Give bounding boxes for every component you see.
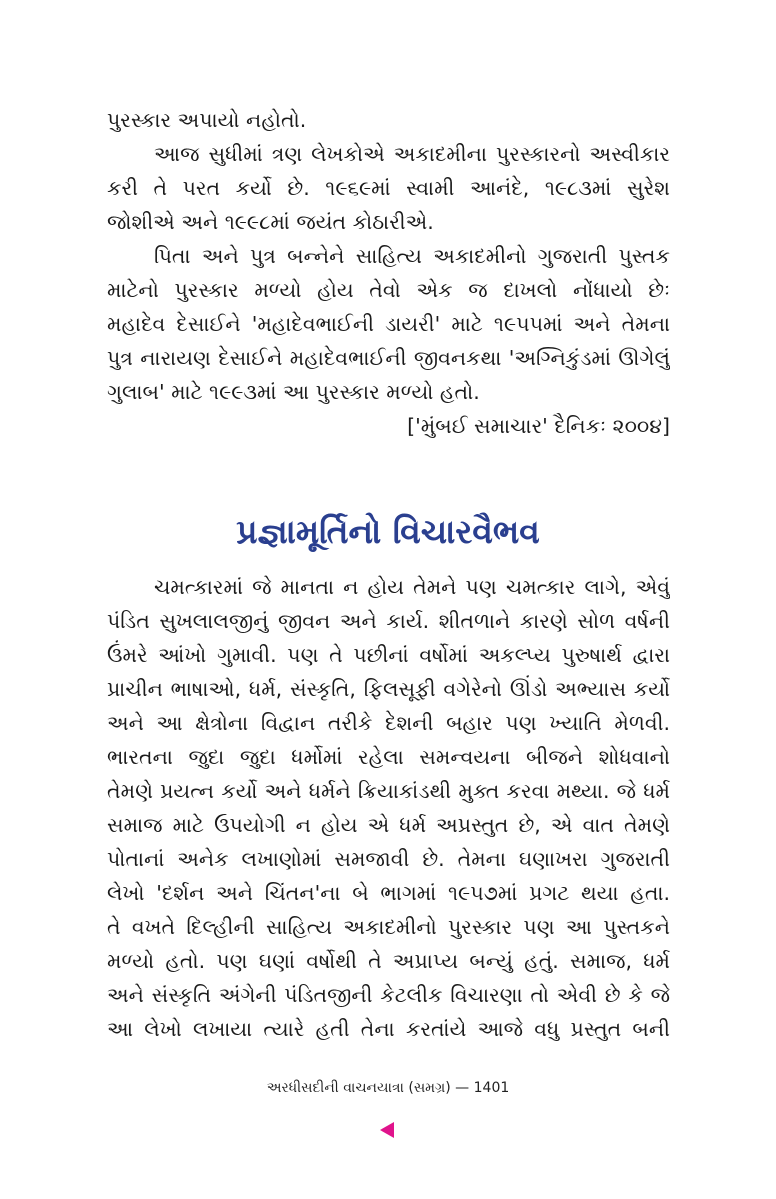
text-line: ચમત્કારમાં જે માનતા ન હોય તેમને પણ ચમત્કાર લાગે, એવું [154, 575, 670, 599]
text-line: અને સંસ્કૃતિ અંગેની પંડિતજીની કેટલીક વિચારણા તો એવી છે કે જે [107, 983, 670, 1007]
article-title: પ્રજ્ઞામૂર્તિનો વિચારવૈભવ [236, 512, 540, 551]
previous-article-end [107, 103, 670, 443]
text-line: સમાજ માટે ઉપયોગી ન હોય એ ધર્મ અપ્રસ્તુત છે, એ વાત તેમણે [107, 813, 670, 837]
left-triangle-icon[interactable] [380, 1122, 394, 1138]
text-line: પોતાનાં અનેક લખાણોમાં સમજાવી છે. તેમના ઘણાખરા ગુજરાતી [107, 847, 670, 871]
text-line: લેખો 'દર્શન અને ચિંતન'ના બે ભાગમાં ૧૯૫૭માં પ્રગટ થયા હતા. [107, 881, 670, 905]
article-body [107, 570, 670, 1046]
text-line: પ્રાચીન ભાષાઓ, ધર્મ, સંસ્કૃતિ, ફિલસૂફી વગેરેનો ઊંડો અભ્યાસ કર્યો [107, 677, 670, 701]
text-line: ગુલાબ' માટે ૧૯૯૩માં આ પુરસ્કાર મળ્યો હતો. [107, 380, 480, 404]
text-line: માટેનો પુરસ્કાર મળ્યો હોય તેવો એક જ દાખલો નોંધાયો છેઃ [107, 278, 670, 302]
text-line: પુત્ર નારાયણ દેસાઈને મહાદેવભાઈની જીવનકથા 'અગ્નિકુંડમાં ઊગેલું [107, 346, 670, 370]
text-line: આજ સુધીમાં ત્રણ લેખકોએ અકાદમીના પુરસ્કારનો અસ્વીકાર [154, 142, 670, 166]
text-line: ભારતના જુદા જુદા ધર્મોમાં રહેલા સમન્વયના બીજને શોધવાનો [107, 745, 670, 769]
text-line: આ લેખો લખાયા ત્યારે હતી તેના કરતાંયે આજે વધુ પ્રસ્તુત બની [107, 1017, 670, 1041]
source-citation: ['મુંબઈ સમાચાર' દૈનિકઃ ૨૦૦૪] [407, 414, 670, 438]
text-line: પુરસ્કાર અપાયો નહોતો. [107, 108, 307, 132]
page-footer: અરધીસદીની વાચનયાત્રા (સમગ્ર) — 1401 [266, 1080, 510, 1096]
text-line: તેમણે પ્રયત્ન કર્યો અને ધર્મને ક્રિયાકાંડથી મુક્ત કરવા મથ્યા. જે ધર્મ [107, 779, 670, 803]
text-line: પંડિત સુખલાલજીનું જીવન અને કાર્ય. શીતળાને કારણે સોળ વર્ષની [107, 609, 670, 633]
text-line: ઉંમરે આંખો ગુમાવી. પણ તે પછીનાં વર્ષોમાં અકલ્પ્ય પુરુષાર્થ દ્વારા [107, 643, 670, 667]
text-line: પિતા અને પુત્ર બન્નેને સાહિત્ય અકાદમીનો ગુજરાતી પુસ્તક [154, 244, 670, 268]
text-line: મહાદેવ દેસાઈને 'મહાદેવભાઈની ડાયરી' માટે ૧૯૫૫માં અને તેમના [107, 312, 670, 336]
text-line: મળ્યો હતો. પણ ઘણાં વર્ષોથી તે અપ્રાપ્ય બન્યું હતું. સમાજ, ધર્મ [107, 949, 670, 973]
text-line: તે વખતે દિલ્હીની સાહિત્ય અકાદમીનો પુરસ્કાર પણ આ પુસ્તકને [107, 915, 670, 939]
text-line: જોશીએ અને ૧૯૯૮માં જયંત કોઠારીએ. [107, 210, 434, 234]
text-line: કરી તે પરત કર્યો છે. ૧૯૬૯માં સ્વામી આનંદે, ૧૯૮૩માં સુરેશ [107, 176, 670, 200]
text-line: અને આ ક્ષેત્રોના વિદ્વાન તરીકે દેશની બહાર પણ ખ્યાતિ મેળવી. [107, 711, 670, 735]
